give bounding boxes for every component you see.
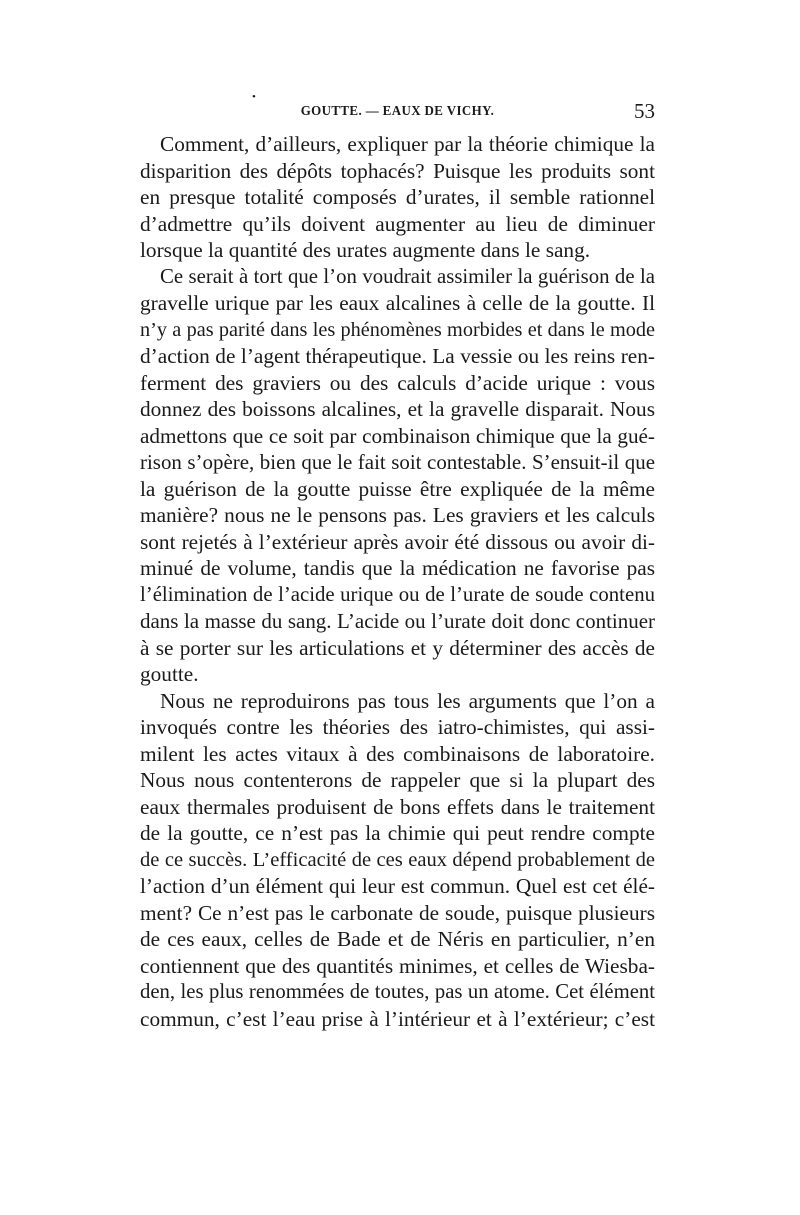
text-line: d’admettre qu’ils doivent augmenter au lieu de diminuer xyxy=(140,211,655,236)
text-line: contiennent que des quantités minimes, et celles de Wiesba- xyxy=(140,953,655,978)
text-line: de ces eaux, celles de Bade et de Néris en particulier, n’en xyxy=(140,927,655,951)
text-line: de la goutte, ce n’est pas la chimie qui peut rendre compte xyxy=(140,821,655,845)
text-line: à se porter sur les articulations et y déterminer des accès de xyxy=(140,635,655,660)
text-line: rison s’opère, bien que le fait soit contestable. S’ensuit-il que xyxy=(140,450,655,474)
text-line: dans la masse du sang. L’acide ou l’urate doit donc continuer xyxy=(140,609,655,633)
text-line: d’action de l’agent thérapeutique. La vessie ou les reins ren- xyxy=(140,344,655,368)
body-text xyxy=(140,131,655,1032)
paragraph-2 xyxy=(140,264,655,688)
text-line: commun, c’est l’eau prise à l’intérieur et à l’extérieur; c’est xyxy=(140,1006,655,1031)
text-line: milent les actes vitaux à des combinaisons de laboratoire. xyxy=(140,741,655,766)
text-line: Nous nous contenterons de rappeler que si la plupart des xyxy=(140,768,655,792)
text-line: ment? Ce n’est pas le carbonate de soude, puisque plusieurs xyxy=(140,900,655,925)
text-line: n’y a pas parité dans les phénomènes morbides et dans le mode xyxy=(140,318,655,341)
text-line: Ce serait à tort que l’on voudrait assimiler la guérison de la xyxy=(160,264,655,288)
page-number: 53 xyxy=(634,99,655,123)
text-line: Nous ne reproduirons pas tous les arguments que l’on a xyxy=(160,688,655,713)
text-line: la guérison de la goutte puisse être expliquée de la même xyxy=(140,476,655,501)
text-line: de ce succès. L’efficacité de ces eaux dépend probablement de xyxy=(140,848,655,871)
text-line: Comment, d’ailleurs, expliquer par la théorie chimique la xyxy=(160,132,655,156)
text-line: donnez des boissons alcalines, et la gravelle disparait. Nous xyxy=(140,397,655,421)
text-line: minué de volume, tandis que la médication ne favorise pas xyxy=(140,556,655,580)
text-line: goutte. xyxy=(140,662,199,686)
paragraph-3 xyxy=(140,688,655,1033)
text-line: admettons que ce soit par combinaison chimique que la gué- xyxy=(140,423,655,448)
text-line: sont rejetés à l’extérieur après avoir été dissous ou avoir di- xyxy=(140,529,655,554)
text-line: manière? nous ne le pensons pas. Les graviers et les calculs xyxy=(140,503,655,527)
text-line: l’élimination de l’acide urique ou de l’urate de soude contenu xyxy=(140,582,655,606)
text-line: l’action d’un élément qui leur est commun. Quel est cet élé- xyxy=(140,874,655,898)
printer-mark: • xyxy=(252,91,256,103)
paragraph-1 xyxy=(140,131,655,264)
text-line: invoqués contre les théories des iatro-chimistes, qui assi- xyxy=(140,715,655,739)
running-head xyxy=(140,91,655,126)
text-line: eaux thermales produisent de bons effets dans le traitement xyxy=(140,794,655,819)
text-line: gravelle urique par les eaux alcalines à celle de la goutte. Il xyxy=(140,291,655,315)
text-line: lorsque la quantité des urates augmente dans le sang. xyxy=(140,238,591,262)
running-title: GOUTTE. — EAUX DE VICHY. xyxy=(300,103,495,118)
text-line: disparition des dépôts tophacés? Puisque les produits sont xyxy=(140,158,655,183)
text-line: ferment des graviers ou des calculs d’acide urique : vous xyxy=(140,370,655,395)
text-line: en presque totalité composés d’urates, il semble rationnel xyxy=(140,185,655,209)
text-line: den, les plus renommées de toutes, pas un atome. Cet élément xyxy=(140,981,655,1003)
